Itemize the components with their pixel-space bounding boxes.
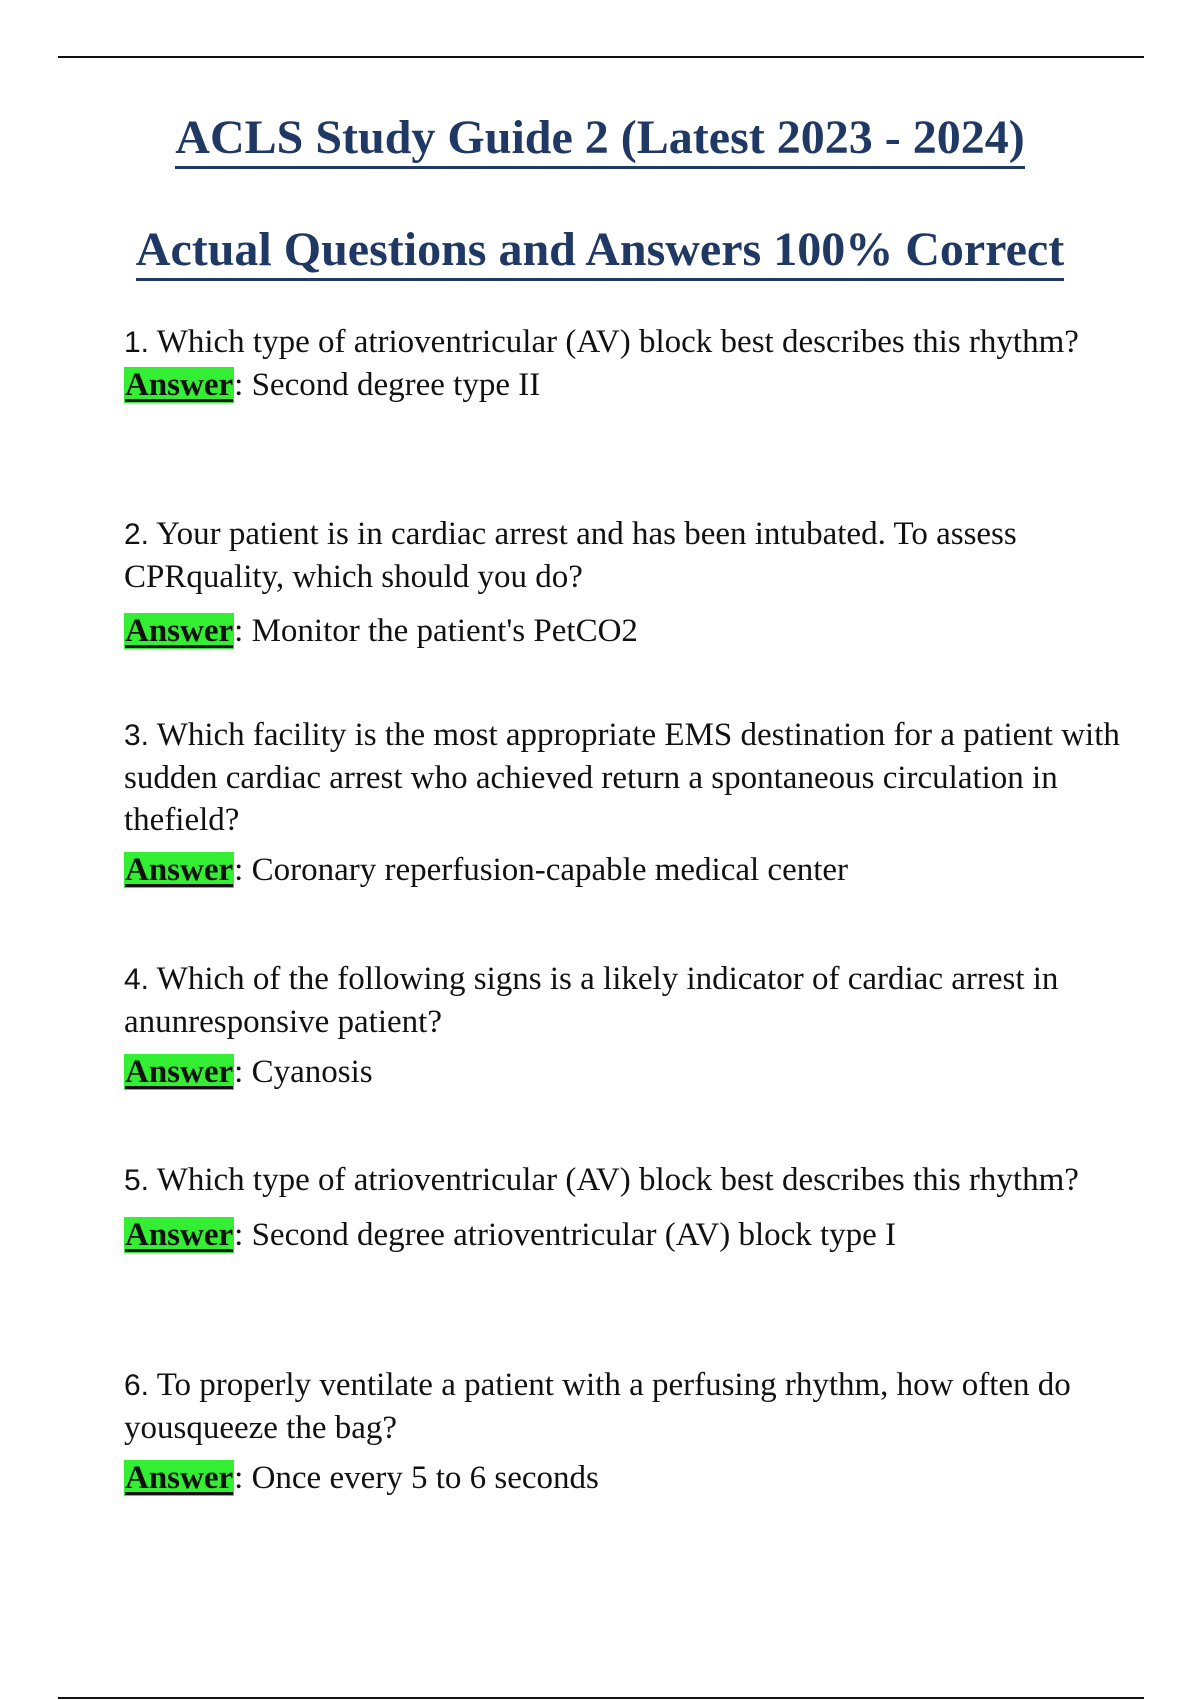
qa-item-5 (124, 1159, 1124, 1256)
answer-text: : Coronary reperfusion-capable medical center (234, 852, 849, 888)
top-divider (58, 56, 1144, 58)
question-number: 1. (124, 326, 150, 359)
answer-label: Answer (125, 1460, 234, 1496)
question-body: Your patient is in cardiac arrest and has been intubated. To assess CPRquality, which should you do? (124, 516, 1017, 595)
question-body: To properly ventilate a patient with a perfusing rhythm, how often do yousqueeze the bag? (124, 1367, 1071, 1446)
answer-label: Answer (125, 1217, 234, 1253)
answer-line (124, 849, 1124, 891)
qa-item-1 (124, 321, 1124, 406)
question-body: Which type of atrioventricular (AV) block best describes this rhythm? (156, 1162, 1079, 1198)
answer-text: : Second degree type II (234, 367, 541, 403)
question-body: Which facility is the most appropriate EMS destination for a patient with sudden cardiac arrest who achieved return a spontaneous circulation in thefield? (124, 717, 1120, 838)
question-text (124, 958, 1124, 1043)
answer-label: Answer (125, 1054, 234, 1090)
question-text (124, 714, 1124, 841)
answer-line (124, 1457, 1124, 1499)
answer-line (124, 610, 1124, 652)
question-body: Which of the following signs is a likely indicator of cardiac arrest in anunresponsive patient? (124, 961, 1059, 1040)
document-subtitle-text: Actual Questions and Answers 100% Correct (136, 223, 1064, 281)
bottom-divider (58, 1697, 1144, 1699)
document-subtitle (0, 223, 1200, 276)
qa-item-2 (124, 513, 1124, 652)
answer-line (124, 1214, 1124, 1256)
question-number: 5. (124, 1164, 150, 1197)
question-body: Which type of atrioventricular (AV) block best describes this rhythm? (156, 324, 1079, 360)
answer-text: : Monitor the patient's PetCO2 (234, 613, 638, 649)
question-text (124, 321, 1124, 364)
answer-text: : Once every 5 to 6 seconds (234, 1460, 599, 1496)
answer-line (124, 1051, 1124, 1093)
question-number: 6. (124, 1369, 150, 1402)
question-number: 4. (124, 963, 150, 996)
qa-item-6 (124, 1364, 1124, 1499)
answer-text: : Cyanosis (234, 1054, 373, 1090)
answer-line (124, 364, 1124, 406)
answer-label: Answer (125, 367, 234, 403)
document-title (0, 111, 1200, 164)
question-text (124, 1159, 1124, 1202)
question-text (124, 1364, 1124, 1449)
question-number: 2. (124, 518, 150, 551)
question-number: 3. (124, 719, 150, 752)
answer-label: Answer (125, 613, 234, 649)
qa-item-4 (124, 958, 1124, 1093)
answer-text: : Second degree atrioventricular (AV) block type I (234, 1217, 897, 1253)
qa-item-3 (124, 714, 1124, 891)
answer-label: Answer (125, 852, 234, 888)
question-text (124, 513, 1124, 598)
document-title-text: ACLS Study Guide 2 (Latest 2023 - 2024) (175, 111, 1024, 169)
